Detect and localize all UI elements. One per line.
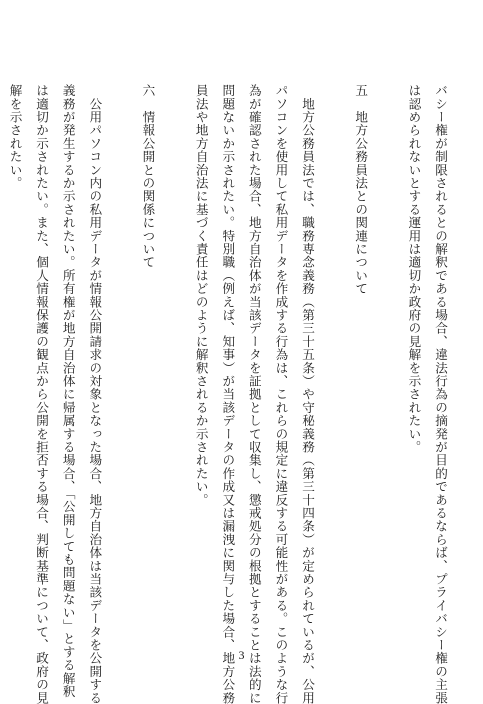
text-line: 員法や地方自治法に基づく責任はどのように解釈されるか示されたい。 bbox=[193, 84, 209, 507]
section-heading-5: 五 地方公務員法との関連について bbox=[353, 84, 369, 296]
page-number: 3 bbox=[238, 648, 245, 662]
text-line: 解を示されたい。 bbox=[7, 84, 23, 190]
text-line: 為が確認された場合、地方自治体が当該データを証拠として収集し、懲戒処分の根拠とすることは法的に bbox=[246, 84, 262, 704]
text-line: 義務が発生するか示されたい。所有権が地方自治体に帰属する場合、「公開しても問題ない」とする解釈 bbox=[60, 84, 76, 699]
text-line: バシー権が制限されるとの解釈である場合、違法行為の摘発が目的であるならば、プライバシー権の主張 bbox=[433, 84, 448, 704]
vertical-body-text bbox=[1, 84, 453, 704]
text-line: は認められないとする運用は適切か政府の見解を示されたい。 bbox=[406, 84, 422, 454]
text-line: は適切か示されたい。また、個人情報保護の観点から公開を拒否する場合、判断基準について、政府の見 bbox=[34, 84, 50, 704]
blank-line bbox=[107, 84, 134, 632]
section-heading-6: 六 情報公開との関係について bbox=[140, 84, 156, 269]
text-line: 公用パソコン内の私用データが情報公開請求の対象となった場合、地方自治体は当該データを公開する bbox=[87, 84, 103, 704]
text-line: 地方公務員法では、職務専念義務（第三十五条）や守秘義務（第三十四条）が定められているが、公用 bbox=[300, 84, 316, 704]
text-line: 問題ないか示されたい。特別職（例えば、知事）が当該データの作成又は漏洩に関与した場合、地方公務 bbox=[220, 84, 236, 704]
text-line: パソコンを使用して私用データを作成する行為は、これらの規定に違反する可能性がある。このような行 bbox=[273, 84, 289, 704]
blank-line bbox=[320, 84, 347, 632]
blank-line bbox=[373, 84, 400, 632]
blank-line bbox=[160, 84, 187, 632]
